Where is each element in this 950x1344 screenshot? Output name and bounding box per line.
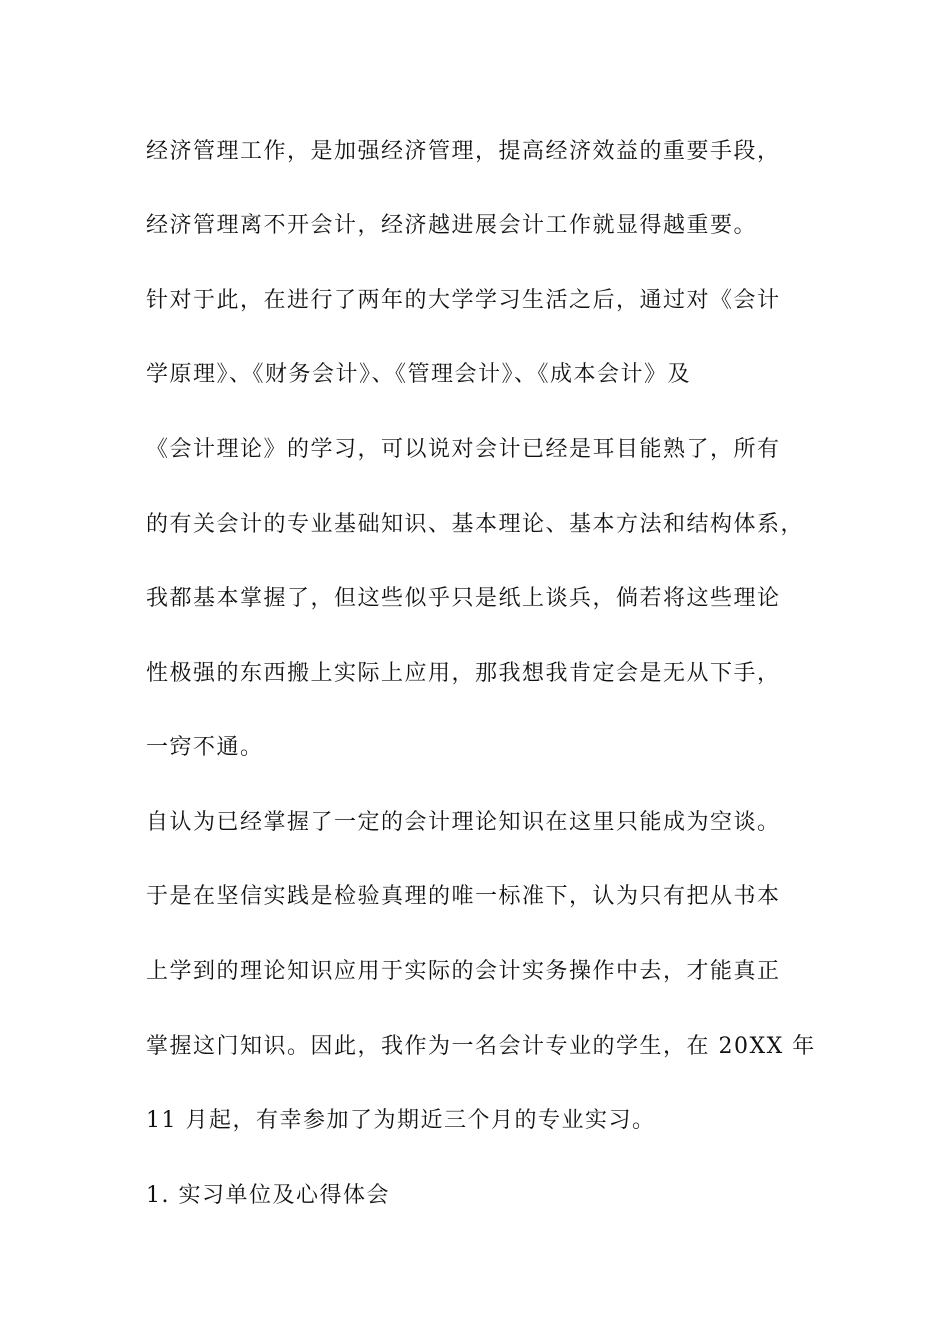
paragraph-line-2: 经济管理离不开会计，经济越进展会计工作就显得越重要。 xyxy=(146,213,758,238)
paragraph-line-7: 我都基本掌握了，但这些似乎只是纸上谈兵，倘若将这些理论 xyxy=(146,586,781,611)
paragraph-line-8: 性极强的东西搬上实际上应用，那我想我肯定会是无从下手， xyxy=(146,661,781,686)
paragraph-line-6: 的有关会计的专业基础知识、基本理论、基本方法和结构体系， xyxy=(146,512,805,537)
paragraph-line-9: 一窍不通。 xyxy=(146,735,264,760)
paragraph-line-10: 自认为已经掌握了一定的会计理论知识在这里只能成为空谈。 xyxy=(146,810,781,835)
section-heading: 1. 实习单位及心得体会 xyxy=(146,1183,390,1208)
paragraph-line-5: 《会计理论》的学习，可以说对会计已经是耳目能熟了，所有 xyxy=(146,437,781,462)
paragraph-line-11: 于是在坚信实践是检验真理的唯一标准下，认为只有把从书本 xyxy=(146,884,781,909)
paragraph-line-12: 上学到的理论知识应用于实际的会计实务操作中去，才能真正 xyxy=(146,959,781,984)
paragraph-line-1: 经济管理工作，是加强经济管理，提高经济效益的重要手段， xyxy=(146,139,781,164)
paragraph-line-3: 针对于此，在进行了两年的大学学习生活之后，通过对《会计 xyxy=(146,288,781,313)
paragraph-line-13: 掌握这门知识。因此，我作为一名会计专业的学生，在 20XX 年 xyxy=(146,1034,816,1059)
paragraph-line-14: 11 月起，有幸参加了为期近三个月的专业实习。 xyxy=(146,1108,656,1133)
paragraph-line-4: 学原理》、《财务会计》、《管理会计》、《成本会计》及 xyxy=(146,362,692,387)
